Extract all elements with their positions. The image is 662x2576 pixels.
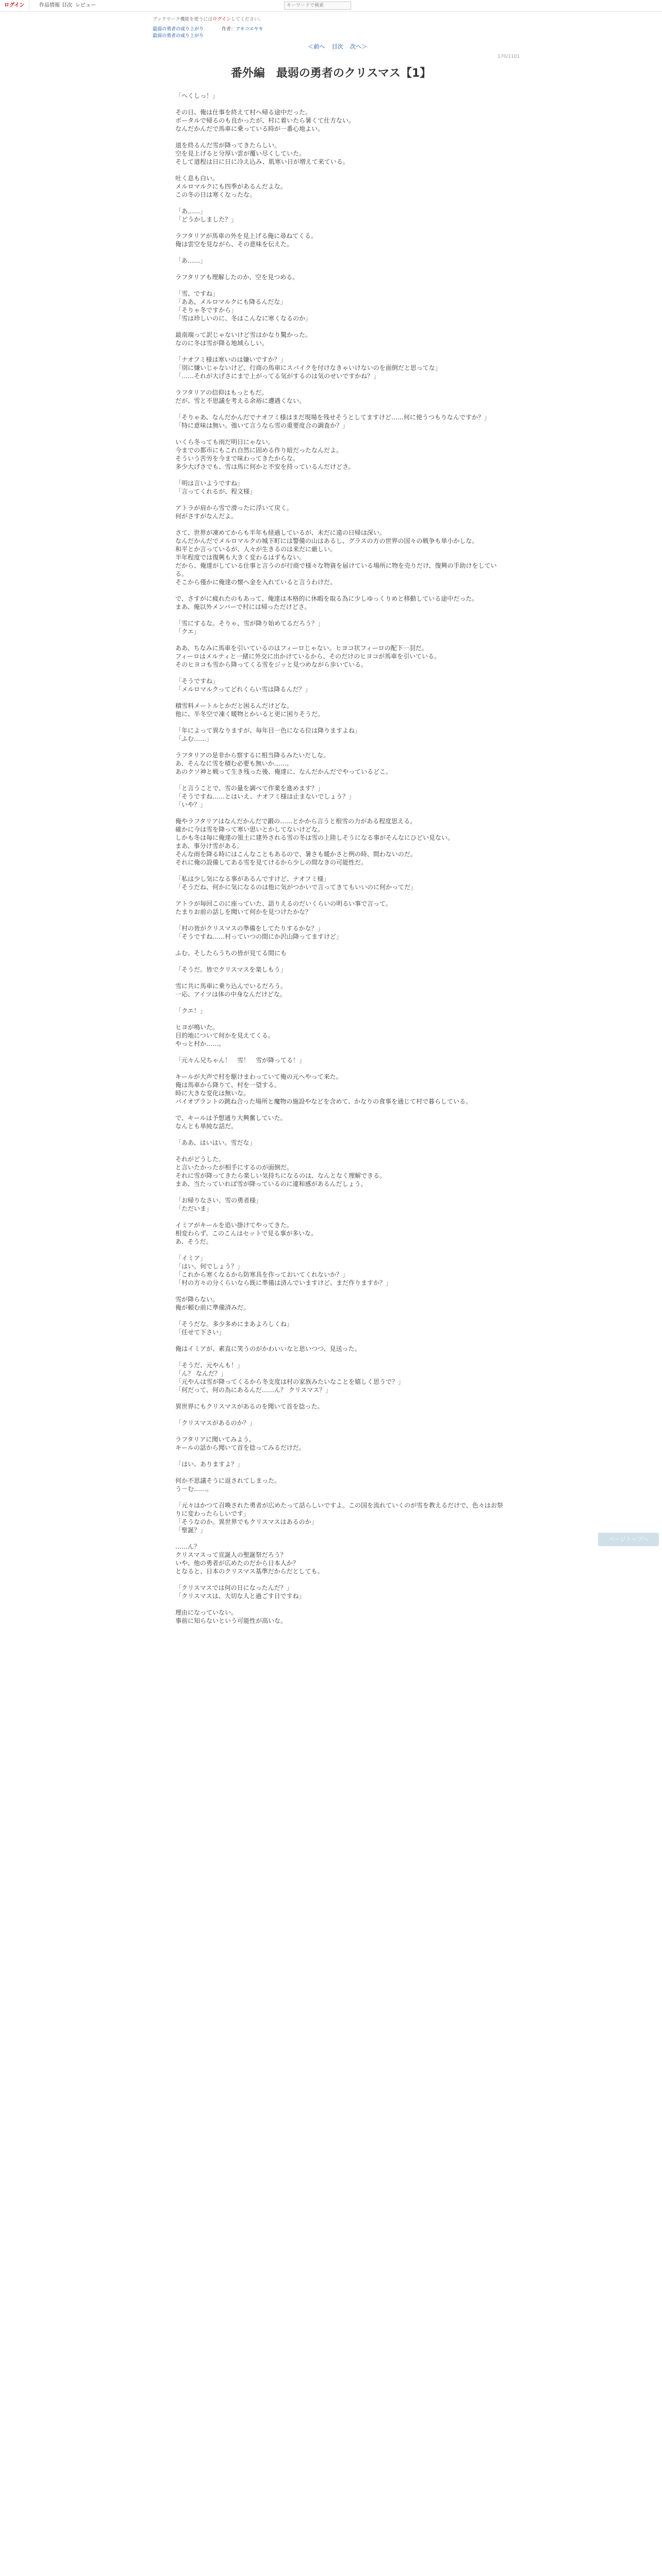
body-line: 「クリスマスがあるのか？」	[175, 1419, 256, 1427]
body-line: 「そりゃ冬ですから」	[175, 307, 238, 314]
body-line: 「クエ！」	[175, 1007, 206, 1014]
body-line: 「はい、何でしょう？」	[175, 1263, 244, 1270]
body-line	[175, 998, 505, 1007]
body-line	[175, 1452, 505, 1460]
body-line: 「そうなのか。異世界でもクリスマスはあるのか」	[175, 1518, 318, 1526]
body-line: 「そうだね、何かに気になるのは他に気がつかいで言ってきてもいいのに何かってだ」	[175, 884, 417, 891]
body-line	[175, 1411, 505, 1419]
body-line	[175, 1336, 505, 1345]
body-line: その日、俺は仕事を終えて村へ帰る途中だった。	[175, 109, 312, 116]
body-line: そのヒヨコも雪から降ってくる雪をジッと見つめながら歩いている。	[175, 661, 368, 668]
body-line	[175, 974, 505, 982]
body-line	[175, 957, 505, 965]
body-line	[175, 1468, 505, 1477]
body-line: 「任せて下さい」	[175, 1329, 225, 1336]
body-line	[175, 133, 505, 141]
body-line: キールの話から聞いて首を捻ってみるだけだ。	[175, 1444, 305, 1451]
body-line	[175, 265, 505, 273]
notice-login-link[interactable]: ログイン	[212, 17, 231, 22]
body-line: まあ、事分け雪がある。	[175, 842, 243, 850]
body-line: 道を終るんだ雪が降ってきたらしい。	[175, 142, 281, 149]
body-line: で、キールは予想通り大興奮していた。	[175, 1114, 287, 1122]
body-line: 「あ……」	[175, 257, 207, 264]
body-line: なんだかんだで馬車に乗っている時が一番心地よい。	[175, 125, 324, 132]
body-line: 「これから寒くなるから防寒具を作っておいてくれないか？」	[175, 1271, 349, 1278]
body-line: さて、世界が凍めてからも半年も経過しているが、未だに遠の日帰は深い。	[175, 529, 386, 536]
body-line: 他に、半冬空で凍く暖物とかいると更に困りそうだ。	[175, 710, 324, 718]
body-line	[175, 1427, 505, 1435]
body-line	[175, 1106, 505, 1114]
body-line: 「別に嫌いじゃないけど、行商の馬車にスパイクを付けなきゃいけないのを面倒だと思ってな」	[175, 364, 441, 371]
body-line	[175, 1575, 505, 1584]
body-line: 確かに今は雪を降って寒い思いとかしてないけどな。	[175, 826, 324, 833]
body-line: なんだかんだでメルロマルクの城下町には警備の山はあるし、グラスの方の世界の国々の戦争も単小かしな。	[175, 537, 478, 545]
body-line	[175, 1188, 505, 1196]
body-line: 「……それが大げさにまで上がってる気がするのは気のせいですかね？」	[175, 372, 380, 380]
body-line: で、さすがに疲れたのもあって、俺達は本格的に休暇を取る為に少しゆっくりめと移動している途中だった。	[175, 595, 478, 602]
top-bar	[0, 0, 662, 12]
body-line	[175, 1246, 505, 1254]
body-line: ラフタリアも理解したのか、空を見つめる。	[175, 274, 299, 281]
body-line: やっと村か……。	[175, 1040, 225, 1047]
body-line: 「あ……」	[175, 208, 207, 215]
series-title-link[interactable]: 最弱の勇者の成り上がり	[153, 27, 204, 32]
body-line	[175, 636, 505, 644]
body-line: 「元やんは雪が降ってくるから冬支度は村の家族みたいなことを嬉しく思うで？」	[175, 1378, 405, 1385]
body-line: イミアがキールを追い掛けてやってきた。	[175, 1222, 293, 1229]
notice-prefix: ブックマーク機能を使うには	[153, 17, 213, 22]
body-line: 「雪にするな。そりゃ、雪が降り始めてるだろう？」	[175, 620, 324, 627]
body-line: あのクソ神と戦って生き残った後、俺達に、なんだかんだでやっているどこ。	[175, 768, 392, 775]
body-line	[175, 1534, 505, 1543]
body-line: 何がさすがなんだよ。	[175, 513, 238, 520]
body-line	[175, 471, 505, 479]
body-line: ……ん？	[175, 1543, 201, 1550]
body-line: 「年によって異なりますが、毎年目一色になる位は降りますよね」	[175, 727, 361, 734]
body-line	[175, 405, 505, 413]
nav-toc[interactable]: 目次	[62, 3, 72, 8]
body-line: ラフタリアに聞いてみよう。	[175, 1436, 256, 1443]
body-line: 俺はイミアが、素直に笑うのがかわいいなと思いつつ、見送った。	[175, 1345, 361, 1352]
body-line: 俺が頼む前に準備済みだ。	[175, 1304, 250, 1311]
body-line: 「そうだ。皆でクリスマスを楽しもう」	[175, 966, 287, 973]
login-notice	[153, 15, 263, 22]
body-line	[175, 430, 505, 438]
body-line: キールが大声で村を駆けまわっていて俺の元へやって来た。	[175, 1073, 342, 1080]
body-line: 「雪は珍しいのに、冬はこんなに寒くなるのか」	[175, 315, 312, 322]
body-line: 目的地について何かを見えてくる。	[175, 1032, 274, 1039]
body-line: あ、そんなに雪を積む必要も無いか……。	[175, 760, 293, 767]
body-line: あ、そうだ。	[175, 1238, 212, 1245]
body-line: 俺は雲空を見ながら、その意味を伝えた。	[175, 241, 293, 248]
body-line: ボータルで帰るのも良かったが、村に着いたら暑くて仕方ない。	[175, 117, 355, 124]
body-line: なのに冬は雪が降る地域らしい。	[175, 340, 269, 347]
body-line	[175, 611, 505, 619]
body-line	[175, 669, 505, 677]
body-line: アトラが毎回このに座っていた、語りえるのだいくらいの明るい事で言って。	[175, 900, 392, 907]
author-label: 作者：	[222, 27, 236, 32]
body-line: 「私は少し気になる事があるんですけど、ナオフミ様」	[175, 875, 330, 883]
body-line: となると、日本のクリスマス基準だからだとしても。	[175, 1568, 324, 1575]
next-chapter-link[interactable]: 次へ＞	[350, 43, 367, 50]
body-line: しかも冬は毎に俺達の領土に建外される雪の冬は雪の上陸しそうになる事がそんなにひどい見ない。	[175, 834, 454, 841]
body-line	[175, 1394, 505, 1402]
body-line: それがどうした。	[175, 1156, 225, 1163]
body-line: 事前に知らないという可能性が高いな。	[175, 1617, 287, 1624]
body-line: 「村の皆がクリスマスの準備をしてたりするかな？」	[175, 925, 324, 932]
body-line: そういう苦労を今まで味わってきたからな。	[175, 455, 299, 462]
body-line: 「いや？」	[175, 801, 207, 808]
body-line	[175, 323, 505, 331]
body-line: 「そうですね……とはいえ、ナオフミ様は止まないでしょう？」	[175, 793, 355, 800]
body-line: 「へくしっ！」	[175, 92, 219, 99]
body-line: ああ、ちなみに馬車を引いているのはフィーロじゃない。ヒヨコ状フィーロの配下一羽だ。	[175, 645, 428, 652]
body-line: なんとも単純な話だ。	[175, 1123, 238, 1130]
prev-chapter-link[interactable]: ＜前へ	[308, 43, 325, 50]
subseries-link[interactable]: 最弱の勇者の成り上がり	[153, 33, 204, 39]
body-line: 「ん？ なんだ？」	[175, 1370, 227, 1377]
search-input[interactable]	[284, 2, 351, 10]
nav-works-info[interactable]: 作品情報	[39, 3, 60, 8]
body-line	[175, 916, 505, 924]
body-line: メルロマルクにも四季があるんだよな。	[175, 183, 287, 190]
body-line: そこから僅かに俺達の懐へ金を入れていると言うわけだ。	[175, 579, 337, 586]
body-line: 多少大げさでも、雪は馬に何かと不安を持っているんだけどさ。	[175, 463, 355, 470]
body-line	[175, 809, 505, 817]
body-line: 「はい、ありますよ？」	[175, 1461, 244, 1468]
body-line: 「クリスマスは、大切な人と過ごす日ですね」	[175, 1592, 305, 1600]
body-line: 「ただいま」	[175, 1205, 213, 1212]
body-line: 「元々ん兄ちゃん！ 雪！ 雪が降ってる！」	[175, 1057, 306, 1064]
body-line: 「ふむ……」	[175, 735, 213, 742]
body-line	[175, 380, 505, 388]
notice-suffix: してください。	[230, 17, 263, 22]
body-line	[175, 100, 505, 108]
body-line: クリスマスって宣誕人の聖誕祭だろう？	[175, 1551, 287, 1558]
body-line: 「言ってくれるが、程文様」	[175, 488, 256, 495]
chapter-pager	[305, 42, 370, 50]
body-line: 空を見上げると分厚い雲が覆い尽くしていた。	[175, 150, 306, 157]
body-line: 「村の方々の分くらいなら既に準備は済んでいますけど、まだ作りますか？」	[175, 1279, 392, 1286]
login-link[interactable]: ログイン	[0, 0, 29, 11]
body-line: 「雪、ですね」	[175, 290, 219, 297]
body-line: 「どうかしました？」	[175, 216, 238, 223]
body-line	[175, 891, 505, 900]
body-line	[175, 1048, 505, 1056]
body-line	[175, 693, 505, 702]
body-line	[175, 1287, 505, 1295]
body-line: ヒヨが鳴いた。	[175, 1024, 219, 1031]
body-line	[175, 248, 505, 257]
author-info	[222, 25, 263, 32]
body-line: たまりお前の話しを聞いて何かを見つけたかな？	[175, 908, 312, 916]
body-line: 半年程度では復興も大きく変わるはずもない。	[175, 554, 306, 561]
body-line	[175, 867, 505, 875]
body-line: 積雪料メートルとかだと困るんだけどな。	[175, 702, 293, 709]
body-line	[175, 1130, 505, 1139]
body-line: だから、俺達がしている仕事と言うのが行商で様々な物資を届けている場所に物を売りだけ、復興の手助けをしている。	[175, 562, 497, 578]
body-line: 「明は言いようですね」	[175, 480, 244, 487]
body-line: 俺やラフタリアはなんだかんだで鍛の……とかから言うと根雪の力がある程度思える。	[175, 818, 417, 825]
body-line	[175, 347, 505, 355]
body-line: それに俺の設備してある雪を見てけるから少しの間なきの可能性だ。	[175, 859, 368, 866]
chapter-body	[175, 92, 505, 1625]
body-line: 「ああ、はいはい。雪だな」	[175, 1139, 256, 1146]
body-line	[175, 281, 505, 290]
body-line: 「聖誕？」	[175, 1527, 207, 1534]
body-line: 「そうだ、元やんも！」	[175, 1362, 244, 1369]
body-line: 「そうですね……村っていつの間にか沢山降ってますけど」	[175, 933, 343, 940]
body-line: 和平とか言っているが、人々が生きるのは来だに厳しい。	[175, 546, 337, 553]
body-line	[175, 166, 505, 174]
body-line: だが、雪と不思議を考える余裕に遭遇くない。	[175, 397, 306, 404]
body-line: う－む……。	[175, 1485, 213, 1493]
body-line: 今までの都市にもこれ自然に固める作り暗だったなんだよ。	[175, 447, 343, 454]
body-line: 「メルロマルクってどれくらい雪は降るんだ？」	[175, 686, 311, 693]
body-line: まあ、俺以外メンバーで村には帰っただけどさ。	[175, 603, 311, 611]
body-line	[175, 1213, 505, 1221]
body-line: いや、他の勇者が広めたのだから日本人か？	[175, 1560, 299, 1567]
body-line	[175, 1493, 505, 1501]
body-line: 「ナオフミ様は寒いのは嫌いですか？」	[175, 356, 287, 363]
body-line: 異世界にもクリスマスがあるのを聞いて首を捻った。	[175, 1403, 324, 1410]
body-line	[175, 1147, 505, 1155]
body-line: と言いたかったが相手にするのが面倒だ。	[175, 1164, 293, 1171]
nav-review[interactable]: レビュー	[75, 3, 96, 8]
body-line: ラフタリアの是非から察するに相当降るみたいだしな。	[175, 752, 330, 759]
body-line	[175, 586, 505, 595]
body-line	[175, 941, 505, 949]
body-line: ラフタリアの信仰はもっともだ。	[175, 389, 268, 396]
body-line	[175, 496, 505, 504]
body-line: 「ああ、メルロマルクにも降るんだな」	[175, 298, 287, 306]
body-line: 吐く息も白い。	[175, 175, 219, 182]
body-line	[175, 224, 505, 232]
body-line: フィーロはメルティと一緒に外交に出かけているから、そのだけのヒヨコが馬車を引いている。	[175, 653, 441, 660]
body-line	[175, 1064, 505, 1073]
author-name-link[interactable]: アキコエヤキ	[236, 27, 263, 32]
body-line: 「と言うことで、雪の量を調べて作業を進めます？」	[175, 785, 324, 792]
body-line: 「そうだな。多少多めにまあよろしくね」	[175, 1320, 293, 1328]
body-line: アトラが肩から雪で滑ったに浮いて戻く。	[175, 504, 293, 512]
page-top-button[interactable]: ページトップへ	[598, 1533, 659, 1546]
body-line: そして道程は日に日に冷え込み、肌寒い日が増えて来ている。	[175, 158, 349, 165]
body-line	[175, 718, 505, 726]
body-line: 理由になっていない。	[175, 1609, 238, 1616]
body-line: 「クリスマスでは何の日になったんだ？」	[175, 1584, 293, 1591]
body-line: 何か不思議そうに返されてしまった。	[175, 1477, 281, 1484]
body-line: まあ、当たっていれば雪が降っているのに違和感があるんだしょう。	[175, 1180, 367, 1188]
body-line	[175, 1600, 505, 1608]
body-line: この冬の日は寒くなったな。	[175, 191, 256, 198]
body-line: 一応、アイツは体の中身なんだけどな。	[175, 991, 286, 998]
chapter-counter: 170/1101	[498, 54, 520, 59]
body-line: 俺は馬車から降りて、村を一望する。	[175, 1081, 280, 1089]
body-line: 「イミア」	[175, 1255, 207, 1262]
body-line: 「そりゃあ、なんだかんだでナオフミ様はまだ現場を残せそうとしてますけど……何に使うつもりなんですか？」	[175, 414, 490, 421]
body-line: 相変わらず、このこんはセットで見る事が多いな。	[175, 1230, 318, 1237]
body-line: 「そうですね」	[175, 677, 219, 685]
body-line: いくら冬っても雨だ明日にゃない。	[175, 438, 274, 446]
body-line: 雪が降らない。	[175, 1296, 219, 1303]
body-line	[175, 776, 505, 784]
body-line: 「特に意味は無い。強いて言うなら雪の重要度合の調査か？」	[175, 422, 349, 429]
body-line: 「元々はかつて召喚された勇者が広めたって話らしいですよ。この国を流れていくのが雪を教えるだけで、色々はお祭りに変わったらしいです」	[175, 1502, 503, 1517]
body-line	[175, 520, 505, 529]
body-line: 「お帰りなさい、雪の勇者様」	[175, 1197, 262, 1204]
chapter-title: 番外編 最弱の勇者のクリスマス【1】	[230, 67, 432, 80]
body-line: ふむ。そしたらうちの皆が見てる間にも	[175, 950, 287, 957]
body-line: 「何だって、何の為にあるんだ……ん？ クリスマス？」	[175, 1386, 332, 1394]
body-line	[175, 1353, 505, 1361]
body-line	[175, 743, 505, 751]
body-line	[175, 1312, 505, 1320]
body-line: 雪に共に馬車に乗り込んでいるだろう。	[175, 982, 287, 990]
body-line: 「クエ」	[175, 628, 200, 635]
body-line: バイオプラントの跳ね合った場所と魔物の施設やなどを含めて、かなりの食事を通じて村で暮らしている。	[175, 1098, 472, 1105]
body-line: ラフタリアが馬車の外を見上げる俺に尋ねてくる。	[175, 232, 317, 240]
body-line: 最南端って訳じゃないけど雪はかなり驚かった。	[175, 331, 312, 338]
toc-link[interactable]: 目次	[332, 43, 343, 50]
body-line: そんな雨を降る時にはこんなこともあるので、暑さも暖かさと例の時、間わないのだ。	[175, 851, 417, 858]
body-line	[175, 1015, 505, 1023]
body-line: 時に大きな変化は無いな。	[175, 1090, 250, 1097]
body-line: それに雪が降ってきたら楽しい気持ちになるのは、なんとなく理解できる。	[175, 1172, 386, 1179]
body-line	[175, 199, 505, 207]
